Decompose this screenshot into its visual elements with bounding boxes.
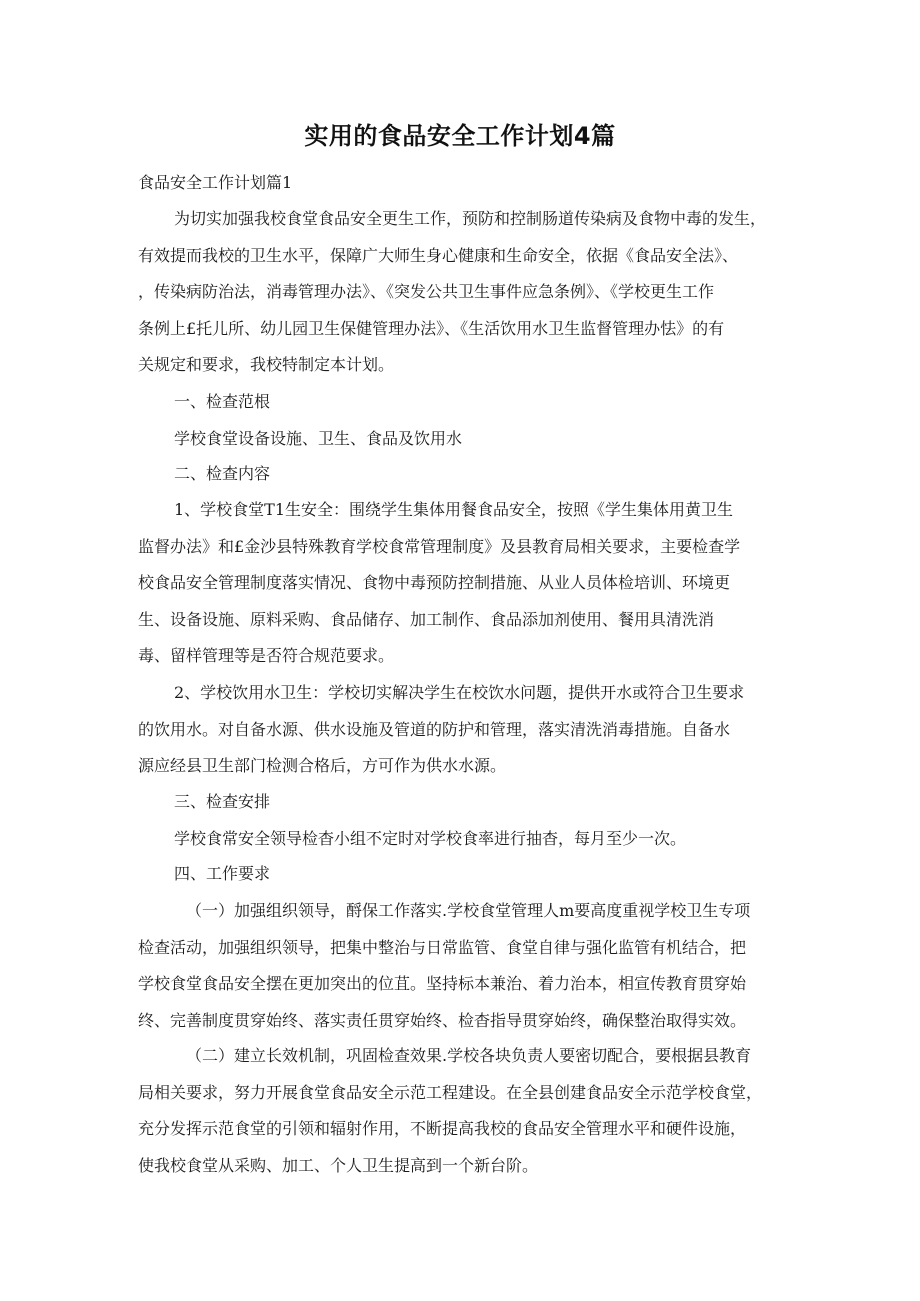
paragraph-line: 校食品安全管理制度落实情况、食物中毒预防控制措施、从业人员体检培训、环境更 [138, 573, 731, 592]
paragraph-line: （二）建立长效机制，巩固检查效果.学校各块负责人要密切配合，要根据县教育 [186, 1046, 752, 1065]
paragraph-line: 充分发挥示范食堂的引领和辐射作用，不断提高我校的食品安全管理水平和硬件设施， [138, 1119, 747, 1138]
paragraph-line: 2、学校饮用水卫生：学校切实解决学生在校饮水问题，提供开水或符合卫生要求 [174, 683, 745, 702]
paragraph-line: 使我校食堂从采购、加工、个人卫生提高到一个新台阶。 [138, 1155, 539, 1175]
paragraph-line: 局相关要求，努力开展食堂食品安全示范工程建设。在全县创建食品安全示范学校食堂， [138, 1082, 763, 1102]
paragraph-line: 关规定和要求，我校特制定本计划。 [138, 355, 395, 374]
paragraph-line: 生、设备设施、原料采购、食品储存、加工制作、食品添加剂使用、餐用具清洗消 [138, 609, 715, 629]
requirement-1-paragraph [138, 893, 798, 1039]
intro-paragraph [138, 201, 798, 384]
paragraph-line: 学校食堂食品安全摆在更加突出的位苴。坚持标本兼治、着力治本，相宣传教育贯穿始 [138, 974, 747, 993]
section-heading: 三、检查安排 [174, 792, 271, 811]
paragraph-line: ，传染病防治法，消毒管理办法》、《突发公共卫生事件应急条例》、《学校更生工作 [138, 282, 715, 301]
paragraph-line: 的饮用水。对自备水源、供水设施及管道的防护和管理，落实清洗消毒措施。自备水 [138, 719, 731, 739]
item-1-paragraph [138, 492, 798, 675]
section-heading: 二、检查内容 [174, 464, 271, 483]
paragraph-line: 为切实加强我校食堂食品安全更生工作，预防和控制肠道传染病及食物中毒的发生， [174, 209, 767, 228]
requirement-2-paragraph [138, 1038, 798, 1184]
page-title: 实用的食品安全工作计划4篇 [304, 122, 616, 150]
section-2 [138, 456, 798, 493]
paragraph-line: 监督办法》和£金沙县特殊教育学校食常管理制度》及县教育局相关要求，主要检查学 [138, 536, 741, 556]
section-1 [138, 384, 798, 457]
paragraph-line: 有效提而我校的卫生水平，保障广大师生身心健康和生命安全，依据《食品安全法》、 [138, 245, 739, 265]
item-2-paragraph [138, 675, 798, 785]
paragraph-line: 1、学校食堂T1生安全：围绕学生集体用餐食品安全，按照《学生集体用黄卫生 [174, 500, 734, 519]
paragraph-line: 检查活动，加强组织领导，把集中整治与日常监管、食堂自律与强化监管有机结合，把 [138, 937, 747, 957]
section-heading: 一、检查范根 [174, 392, 271, 411]
section-subtitle: 食品安全工作计划篇1 [138, 173, 293, 192]
paragraph-line: 毒、留样管理等是否符合规范要求。 [138, 646, 395, 665]
paragraph-line: 终、完善制度贯穿始终、落实责任贯穿始终、检杳指导贯穿始终，确保整治取得实效。 [138, 1010, 747, 1030]
section-body: 学校食常安全领导检杳小组不定时对学校食率进行抽杳，每月至少一次。 [174, 828, 687, 848]
paragraph-line: 源应经县卫生部门检测合格后，方可作为供水水源。 [138, 756, 507, 775]
section-body: 学校食堂设备设施、卫生、食品及饮用水 [174, 428, 463, 448]
section-4 [138, 856, 798, 893]
paragraph-line: 条例上£托儿所、幼儿园卫生保健管理办法》、《生活饮用水卫生监督管理办怯》的有 [138, 318, 725, 338]
section-heading: 四、工作要求 [174, 864, 271, 883]
section-3 [138, 784, 798, 857]
paragraph-line: （一）加强组织领导，酹保工作落实.学校食堂管理人m要高度重视学校卫生专项 [186, 901, 751, 920]
